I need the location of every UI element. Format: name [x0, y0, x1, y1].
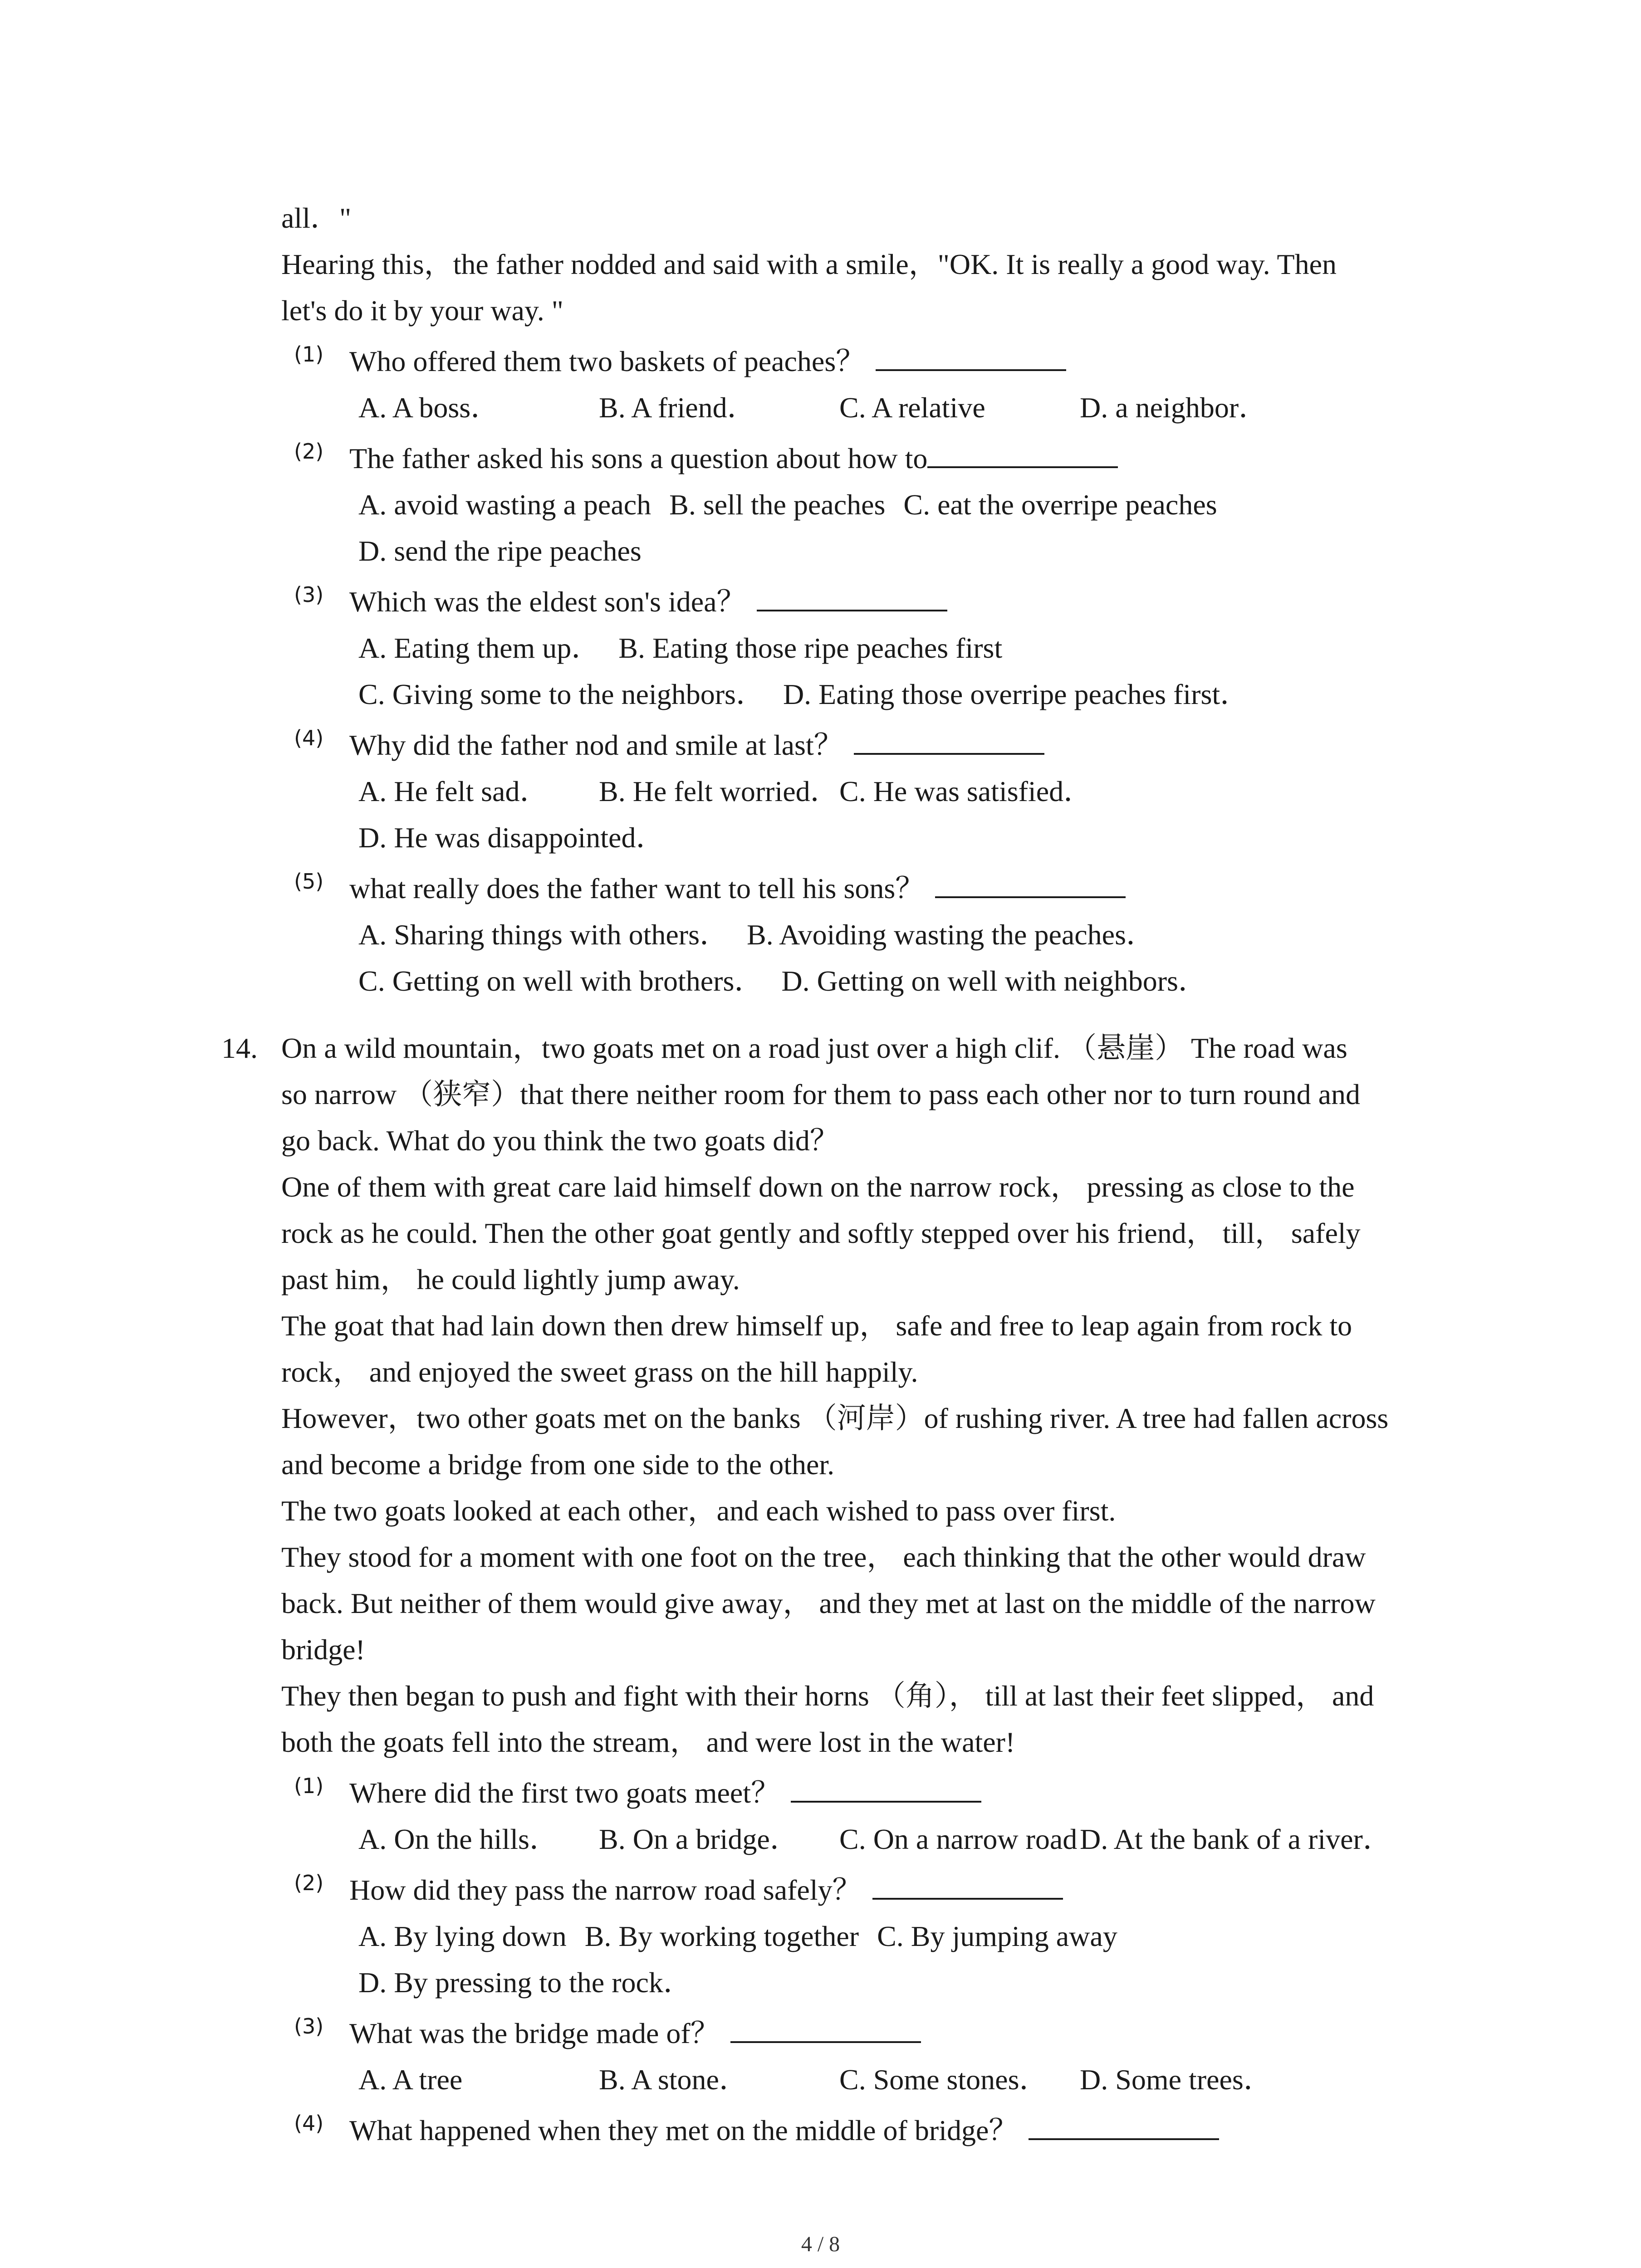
question-text: What happened when they met on the middle of bridge？: [349, 2114, 1018, 2146]
question-number: (5): [294, 869, 324, 894]
passage-line: They then began to push and fight with their horns （角）， till at last their feet slipped， and: [281, 1680, 1374, 1712]
option-row: [218, 625, 1470, 671]
answer-option[interactable]: A. avoid wasting a peach: [358, 489, 652, 521]
question-number: (2): [294, 1871, 324, 1895]
question: [218, 578, 1470, 625]
passage-line: so narrow （狭窄）that there neither room for them to pass each other nor to turn round and: [281, 1078, 1361, 1110]
passage-line: rock as he could. Then the other goat gently and softly stepped over his friend， till， safely: [281, 1217, 1361, 1249]
answer-option[interactable]: B. A stone．: [599, 2063, 748, 2096]
answer-option[interactable]: A. On the hills．: [358, 1823, 558, 1855]
answer-blank[interactable]: [935, 865, 1126, 898]
option-row: [218, 1960, 1470, 2006]
passage-line: The goat that had lain down then drew himself up， safe and free to leap again from rock to: [281, 1310, 1352, 1342]
answer-option[interactable]: B. Avoiding wasting the peaches．: [746, 919, 1155, 951]
answer-option[interactable]: A. He felt sad．: [358, 775, 549, 807]
option-row: [218, 815, 1470, 861]
question: [218, 435, 1470, 482]
answer-blank[interactable]: [791, 1769, 981, 1803]
question-number: (1): [294, 342, 324, 367]
passage-line: let's do it by your way. ": [281, 294, 563, 327]
question-number: (3): [294, 2014, 324, 2038]
question-number: (3): [294, 582, 324, 607]
option-row: [218, 1913, 1470, 1960]
page-content: [218, 195, 1470, 2154]
option-row: [218, 912, 1470, 958]
question-text: Why did the father nod and smile at last？: [349, 729, 843, 761]
answer-blank[interactable]: [1029, 2107, 1219, 2140]
page-number: 4 / 8: [801, 2232, 840, 2256]
answer-option[interactable]: D. Getting on well with neighbors．: [781, 965, 1207, 997]
answer-option[interactable]: D. a neighbor．: [1080, 391, 1268, 424]
question: [218, 337, 1470, 385]
question-number: (4): [294, 726, 324, 750]
question: [218, 865, 1470, 912]
answer-blank[interactable]: [927, 435, 1118, 468]
question: [218, 2009, 1470, 2057]
option-row: [218, 1816, 1470, 1862]
answer-option[interactable]: A. A tree: [358, 2063, 463, 2096]
answer-option[interactable]: C. By jumping away: [877, 1920, 1117, 1952]
passage-line: and become a bridge from one side to the other.: [281, 1448, 835, 1481]
question: [218, 1769, 1470, 1816]
answer-option[interactable]: C. eat the overripe peaches: [903, 489, 1217, 521]
question-text: What was the bridge made of？: [349, 2017, 720, 2049]
passage-line: The two goats looked at each other，and each wished to pass over first.: [281, 1495, 1116, 1527]
answer-option[interactable]: B. He felt worried．: [599, 775, 839, 807]
question: [218, 2107, 1470, 2154]
answer-blank[interactable]: [757, 578, 947, 611]
answer-option[interactable]: B. A friend．: [599, 391, 756, 424]
question-text: Which was the eldest son's idea？: [349, 586, 746, 618]
answer-option[interactable]: A. Eating them up．: [358, 632, 601, 664]
option-row: [218, 528, 1470, 574]
question-number: (1): [294, 1774, 324, 1798]
passage-line: They stood for a moment with one foot on the tree， each thinking that the other would draw: [281, 1541, 1366, 1573]
option-row: [218, 768, 1470, 815]
answer-option[interactable]: C. On a narrow road: [839, 1823, 1078, 1855]
answer-option[interactable]: C. A relative: [839, 391, 985, 424]
passage-line: On a wild mountain，two goats met on a road just over a high clif. （悬崖） The road was: [281, 1032, 1347, 1064]
answer-blank[interactable]: [730, 2009, 921, 2043]
answer-option[interactable]: D. Some trees．: [1080, 2063, 1273, 2096]
passage-line: rock， and enjoyed the sweet grass on the hill happily.: [281, 1356, 918, 1388]
option-row: [218, 2057, 1470, 2103]
option-row: [218, 482, 1470, 528]
answer-option[interactable]: B. sell the peaches: [669, 489, 886, 521]
passage-line: Hearing this，the father nodded and said with a smile，"OK. It is really a good way. Then: [281, 248, 1337, 280]
answer-option[interactable]: D. He was disappointed．: [358, 821, 665, 854]
passage-line: However，two other goats met on the banks （河岸）of rushing river. A tree had fallen across: [281, 1402, 1389, 1434]
passage-line: both the goats fell into the stream， and were lost in the water!: [281, 1726, 1015, 1758]
answer-option[interactable]: D. send the ripe peaches: [358, 535, 642, 567]
question-text: How did they pass the narrow road safely？: [349, 1874, 862, 1906]
answer-option[interactable]: A. By lying down: [358, 1920, 567, 1952]
passage-line: bridge!: [281, 1633, 365, 1666]
item-14: [218, 1025, 1470, 2154]
answer-option[interactable]: B. Eating those ripe peaches first: [618, 632, 1003, 664]
answer-option[interactable]: C. Giving some to the neighbors．: [358, 678, 765, 710]
question: [218, 1866, 1470, 1913]
passage-line: past him， he could lightly jump away.: [281, 1263, 740, 1295]
question-text: what really does the father want to tell his sons？: [349, 872, 925, 904]
answer-option[interactable]: A. Sharing things with others．: [358, 919, 729, 951]
option-row: [218, 958, 1470, 1004]
passage-line: back. But neither of them would give away， and they met at last on the middle of the narrow: [281, 1587, 1376, 1619]
answer-option[interactable]: D. Eating those overripe peaches first．: [783, 678, 1249, 710]
option-row: [218, 385, 1470, 431]
answer-option[interactable]: B. On a bridge．: [599, 1823, 799, 1855]
passage-line: One of them with great care laid himself down on the narrow rock， pressing as close to the: [281, 1171, 1355, 1203]
answer-option[interactable]: A. A boss．: [358, 391, 500, 424]
item-number: 14.: [221, 1032, 258, 1064]
passage-line: go back. What do you think the two goats did？: [281, 1124, 839, 1157]
answer-option[interactable]: C. Getting on well with brothers．: [358, 965, 764, 997]
answer-blank[interactable]: [854, 721, 1044, 755]
passage-14: [218, 1025, 1470, 1765]
passage-continuation: [218, 195, 1470, 334]
option-row: [218, 671, 1470, 718]
answer-option[interactable]: D. By pressing to the rock．: [358, 1966, 692, 1999]
question-group-13: [218, 337, 1470, 1004]
answer-option[interactable]: B. By working together: [584, 1920, 859, 1952]
question-text: Where did the first two goats meet？: [349, 1777, 780, 1809]
answer-blank[interactable]: [872, 1866, 1063, 1900]
answer-option[interactable]: C. He was satisfied．: [839, 775, 1093, 807]
question-text: The father asked his sons a question about how to: [349, 442, 928, 474]
passage-line: all．": [281, 202, 352, 234]
question-group-14: [218, 1769, 1470, 2154]
answer-option[interactable]: C. Some stones．: [839, 2063, 1048, 2096]
question-number: (4): [294, 2111, 324, 2136]
question: [218, 721, 1470, 768]
question-text: Who offered them two baskets of peaches？: [349, 345, 865, 377]
answer-blank[interactable]: [876, 337, 1066, 371]
answer-option[interactable]: D. At the bank of a river．: [1080, 1823, 1392, 1855]
question-number: (2): [294, 439, 324, 464]
